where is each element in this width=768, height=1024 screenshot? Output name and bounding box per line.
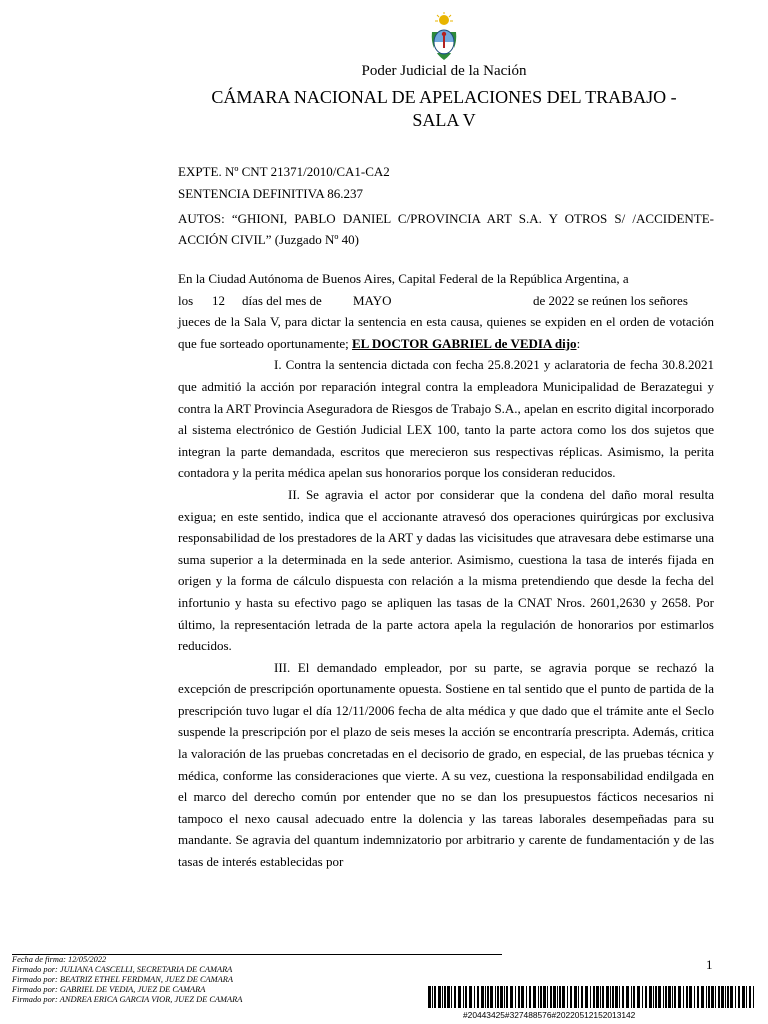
intro-dias: días del mes de [242,292,322,308]
intro-line1: En la Ciudad Autónoma de Buenos Aires, Capital Federal de la República Argentina, a [178,271,629,286]
intro-colon: : [576,335,581,351]
intro-month: MAYO [353,292,392,308]
paragraph-i: I. Contra la sentencia dictada con fecha 25.8.2021 y aclaratoria de fecha 30.8.2021 que admitió la acción por reparación integral contra la empleadora Municipalidad de Berazategui y contra la ART Provincia Aseguradora de Riesgos de Trabajo S.A., apelan en escrito digital incorporado al sistema electrónico de Gestión Judicial LEX 100, tanto la parte actora como los dos sujetos que integran la parte demandada, escritos que merecieron sus respectivas réplicas. Asimismo, la perita contadora y la perita médica apelan sus honorarios porque los consideran reducidos. [178,357,714,481]
sentence-number: SENTENCIA DEFINITIVA 86.237 [178,186,364,201]
chamber-title-line1: CÁMARA NACIONAL DE APELACIONES DEL TRABAJO - [211,87,677,107]
intro-paragraph [178,311,714,354]
intro-text: jueces de la Sala V, para dictar la sentencia en esta causa, quienes se expiden en el orden de votación que fue sorteado oportunamente; [178,314,714,351]
intro-year: de 2022 se reúnen los señores [533,292,688,308]
signature-line: Firmado por: ANDREA ERICA GARCIA VIOR, JUEZ DE CAMARA [12,995,243,1004]
page-number: 1 [706,957,713,972]
barcode-text: #20443425#327488576#20220512152013142 [463,1010,636,1020]
case-caption: AUTOS: “GHIONI, PABLO DANIEL C/PROVINCIA ART S.A. Y OTROS S/ /ACCIDENTE-ACCIÓN CIVIL” (Juzgado Nº 40) [178,211,714,247]
org-name: Poder Judicial de la Nación [361,63,527,79]
signature-line: Firmado por: BEATRIZ ETHEL FERDMAN, JUEZ DE CAMARA [12,975,233,984]
document-body [178,268,714,873]
intro-date-line [178,290,714,312]
signature-line: Firmado por: GABRIEL DE VEDIA, JUEZ DE CAMARA [12,985,206,994]
signature-line: Firmado por: JULIANA CASCELLI, SECRETARIA DE CAMARA [12,965,233,974]
judge-name: EL DOCTOR GABRIEL de VEDIA dijo [352,335,577,351]
signature-date: Fecha de firma: 12/05/2022 [12,955,107,964]
case-number: EXPTE. Nº CNT 21371/2010/CA1-CA2 [178,164,390,179]
intro-los: los [178,292,194,308]
chamber-title-line2: SALA V [412,110,476,130]
coat-of-arms-icon [426,12,462,62]
intro-day: 12 [212,292,225,308]
paragraph-iii: III. El demandado empleador, por su parte, se agravia porque se rechazó la excepción de prescripción oportunamente opuesta. Sostiene en tal sentido que el punto de partida de la prescripción tuvo lugar el día 12/11/2006 fecha de alta médica y que dado que el trámite ante el Seclo suspende la prescripción por el plazo de seis meses la acción se encontraría prescripta. Además, critica la valoración de las pruebas concretadas en el decisorio de grado, en especial, de las pruebas técnica y médica, conforme las consideraciones que vierte. A su vez, cuestiona la responsabilidad endilgada en el marco del derecho común por entender que no se dan los presupuestos fácticos necesarios ni tampoco el nexo causal adecuado entre la dolencia y las tareas laborales desempeñadas para su mandante. Se agravia del quantum indemnizatorio por arbitrario y carente de fundamentación y de las tasas de interés establecidas por [178,659,714,870]
barcode-icon [428,986,754,1008]
chamber-title [0,86,768,132]
paragraph-ii: II. Se agravia el actor por considerar que la condena del daño moral resulta exigua; en este sentido, indica que el accionante atravesó dos operaciones quirúrgicas por exclusiva responsabilidad de los prestadores de la ART y dadas las vicisitudes que atravesara debe estimarse una suma superior a la determinada en la sede anterior. Asimismo, cuestiona la tasa de interés fijada en origen y la forma de cálculo dispuesta con relación a la misma pretendiendo que desde la fecha del infortunio y hasta su efectivo pago se apliquen las tasas de la CNAT Nros. 2601,2630 y 2658. Por último, la representación letrada de la parte actora apela la regulación de honorarios por estimarlos reducidos. [178,486,714,654]
